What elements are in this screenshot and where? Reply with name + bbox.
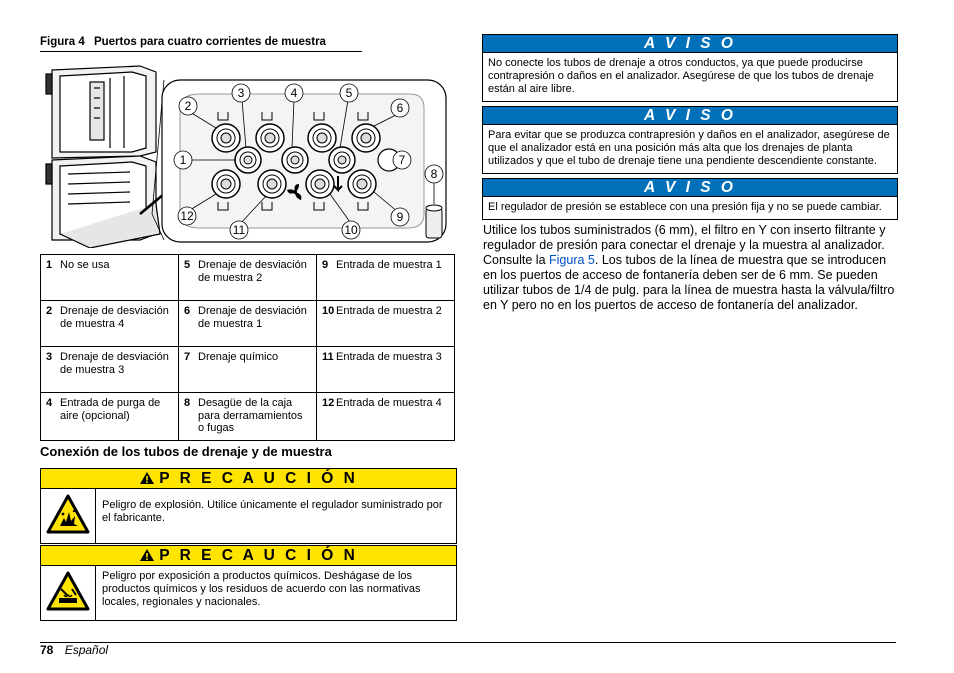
ports-illustration xyxy=(40,64,450,248)
legend-cell: 2 Drenaje de desviación de muestra 4 xyxy=(41,301,179,347)
table-row xyxy=(41,301,455,347)
figure-title: Puertos para cuatro corrientes de muestra xyxy=(93,36,326,48)
section-heading: Conexión de los tubos de drenaje y de muestra xyxy=(40,444,332,459)
callout-10: 10 xyxy=(344,223,358,237)
analyzer-cabinet xyxy=(46,66,164,248)
callout-4: 4 xyxy=(290,86,298,100)
chemical-hazard-icon xyxy=(46,571,90,616)
callout-1: 1 xyxy=(179,153,187,167)
caution-box-explosion xyxy=(40,468,457,544)
explosion-hazard-icon xyxy=(46,494,90,539)
legend-cell: 11 Entrada de muestra 3 xyxy=(317,347,455,393)
table-row xyxy=(41,393,455,441)
legend-cell: 6 Drenaje de desviación de muestra 1 xyxy=(179,301,317,347)
callout-3: 3 xyxy=(237,86,245,100)
ports-diagram xyxy=(40,64,450,248)
callout-2: 2 xyxy=(184,99,192,113)
body-paragraph: Utilice los tubos suministrados (6 mm), el filtro en Y con inserto filtrante y regulador de presión para conectar el drenaje y la muestra al analizador. Consulte la Figura 5. Los tubos de la línea de muestra que se introducen en los puertos de acceso de fontanería deben ser de 6 mm. Se pueden utilizar tubos de 1/4 de pulg. para la línea de muestra hasta la válvula/filtro en Y pero no en los puertos de acceso de fontanería del analizador. xyxy=(483,223,895,312)
legend-cell: 1 No se usa xyxy=(41,255,179,301)
figure-legend-table xyxy=(40,254,455,441)
footer-language: Español xyxy=(64,643,109,657)
caution-text: Peligro por exposición a productos químicos. Deshágase de los productos químicos y los residuos de acuerdo con las normativas locales, regionales y nacionales. xyxy=(102,570,421,608)
callout-12: 12 xyxy=(180,209,194,223)
caution-header xyxy=(41,546,456,566)
callout-11: 11 xyxy=(232,223,246,237)
caution-box-chemical xyxy=(40,545,457,621)
callout-9: 9 xyxy=(396,210,404,224)
warning-triangle-icon xyxy=(139,471,155,490)
legend-cell: 12 Entrada de muestra 4 xyxy=(317,393,455,441)
notice-header: A V I S O xyxy=(483,35,897,53)
table-row xyxy=(41,347,455,393)
table-row xyxy=(41,255,455,301)
caution-text: Peligro de explosión. Utilice únicamente el regulador suministrado por el fabricante. xyxy=(102,499,443,524)
callout-8: 8 xyxy=(430,167,438,181)
notice-text: El regulador de presión se establece con una presión fija y no se puede cambiar. xyxy=(488,201,882,213)
legend-cell: 3 Drenaje de desviación de muestra 3 xyxy=(41,347,179,393)
legend-cell: 9 Entrada de muestra 1 xyxy=(317,255,455,301)
legend-cell: 7 Drenaje químico xyxy=(179,347,317,393)
notice-text: No conecte los tubos de drenaje a otros conductos, ya que puede producirse contrapresión o daños en el analizador. Asegúrese de que los tubos de drenaje están al aire libre. xyxy=(488,57,874,95)
notice-text: Para evitar que se produzca contrapresión y daños en el analizador, asegúrese de que el analizador está en una posición más alta que los drenajes de planta utilizados y que el tubo de drenaje tiene una pendiente descendiente constante. xyxy=(488,129,890,167)
spill-drain-fitting xyxy=(426,205,442,238)
figure-number: Figura 4 xyxy=(40,36,85,48)
notice-box-3 xyxy=(482,178,898,220)
figure-caption xyxy=(40,36,362,52)
legend-cell: 4 Entrada de purga de aire (opcional) xyxy=(41,393,179,441)
notice-header: A V I S O xyxy=(483,107,897,125)
callout-6: 6 xyxy=(396,101,404,115)
warning-triangle-icon xyxy=(139,548,155,567)
caution-label: P R E C A U C I Ó N xyxy=(159,470,358,487)
notice-header: A V I S O xyxy=(483,179,897,197)
caution-label: P R E C A U C I Ó N xyxy=(159,547,358,564)
callout-5: 5 xyxy=(345,86,353,100)
legend-cell: 8 Desagüe de la caja para derramamientos o fugas xyxy=(179,393,317,441)
page-footer xyxy=(40,643,108,657)
page-number: 78 xyxy=(40,643,54,657)
notice-box-2 xyxy=(482,106,898,174)
caution-header xyxy=(41,469,456,489)
notice-box-1 xyxy=(482,34,898,102)
figure-5-link[interactable]: Figura 5 xyxy=(549,253,595,267)
footer-divider xyxy=(40,642,896,643)
legend-cell: 5 Drenaje de desviación de muestra 2 xyxy=(179,255,317,301)
callout-7: 7 xyxy=(398,153,406,167)
legend-cell: 10 Entrada de muestra 2 xyxy=(317,301,455,347)
